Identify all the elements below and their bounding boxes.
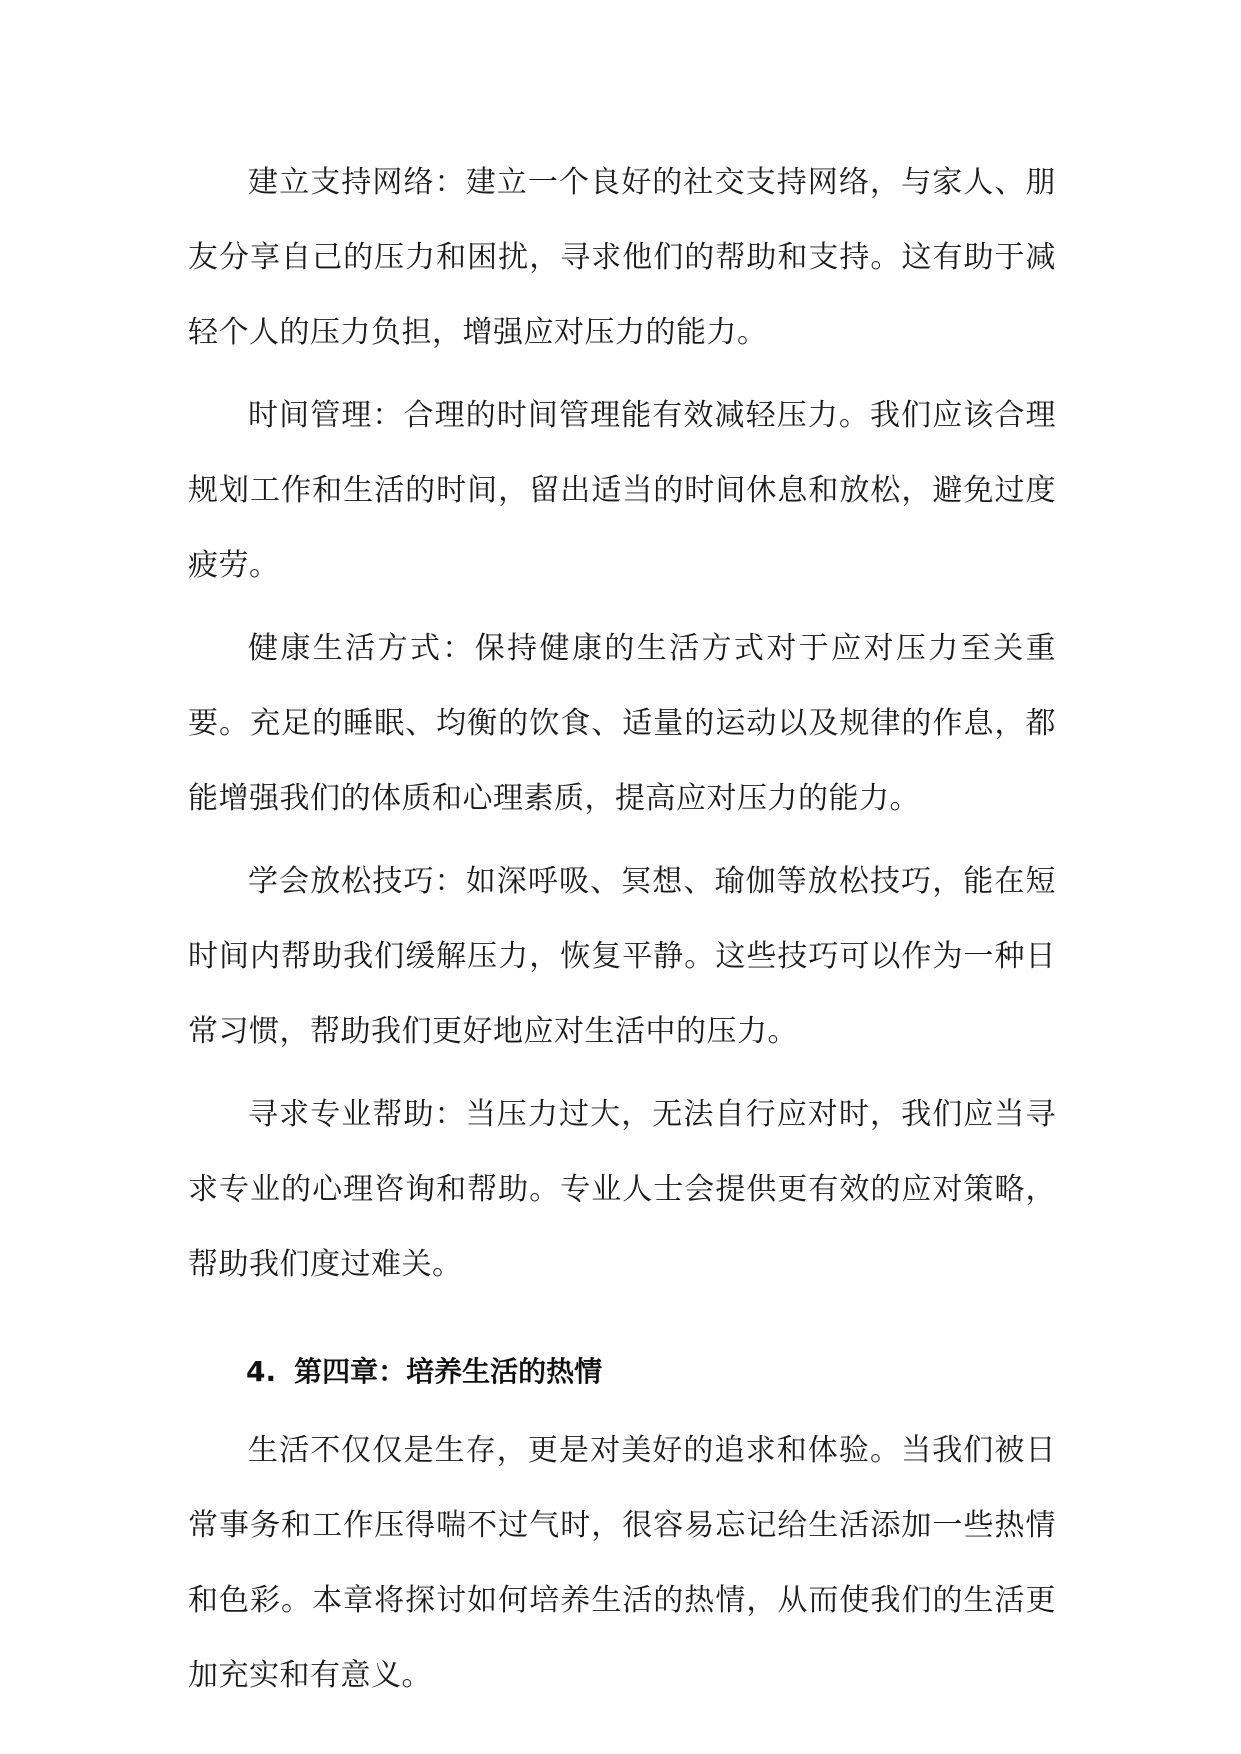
paragraph-time-management: 时间管理：合理的时间管理能有效减轻压力。我们应该合理规划工作和生活的时间，留出适当的时间休息和放松，避免过度疲劳。 [188, 398, 1056, 583]
chapter-heading [188, 1334, 1056, 1409]
paragraph-support-network: 建立支持网络：建立一个良好的社交支持网络，与家人、朋友分享自己的压力和困扰，寻求他们的帮助和支持。这有助于减轻个人的压力负担，增强应对压力的能力。 [188, 165, 1056, 350]
chapter-number: 4. [246, 1355, 277, 1388]
paragraph-professional-help: 寻求专业帮助：当压力过大，无法自行应对时，我们应当寻求专业的心理咨询和帮助。专业人士会提供更有效的应对策略，帮助我们度过难关。 [188, 1097, 1056, 1282]
chapter-title: 第四章：培养生活的热情 [294, 1355, 603, 1388]
paragraph-relaxation: 学会放松技巧：如深呼吸、冥想、瑜伽等放松技巧，能在短时间内帮助我们缓解压力，恢复平静。这些技巧可以作为一种日常习惯，帮助我们更好地应对生活中的压力。 [188, 864, 1056, 1049]
paragraph-chapter-intro: 生活不仅仅是生存，更是对美好的追求和体验。当我们被日常事务和工作压得喘不过气时，很容易忘记给生活添加一些热情和色彩。本章将探讨如何培养生活的热情，从而使我们的生活更加充实和有意义。 [188, 1433, 1056, 1693]
page-content [188, 145, 1056, 1721]
paragraph-healthy-lifestyle: 健康生活方式：保持健康的生活方式对于应对压力至关重要。充足的睡眠、均衡的饮食、适量的运动以及规律的作息，都能增强我们的体质和心理素质，提高应对压力的能力。 [188, 631, 1056, 816]
